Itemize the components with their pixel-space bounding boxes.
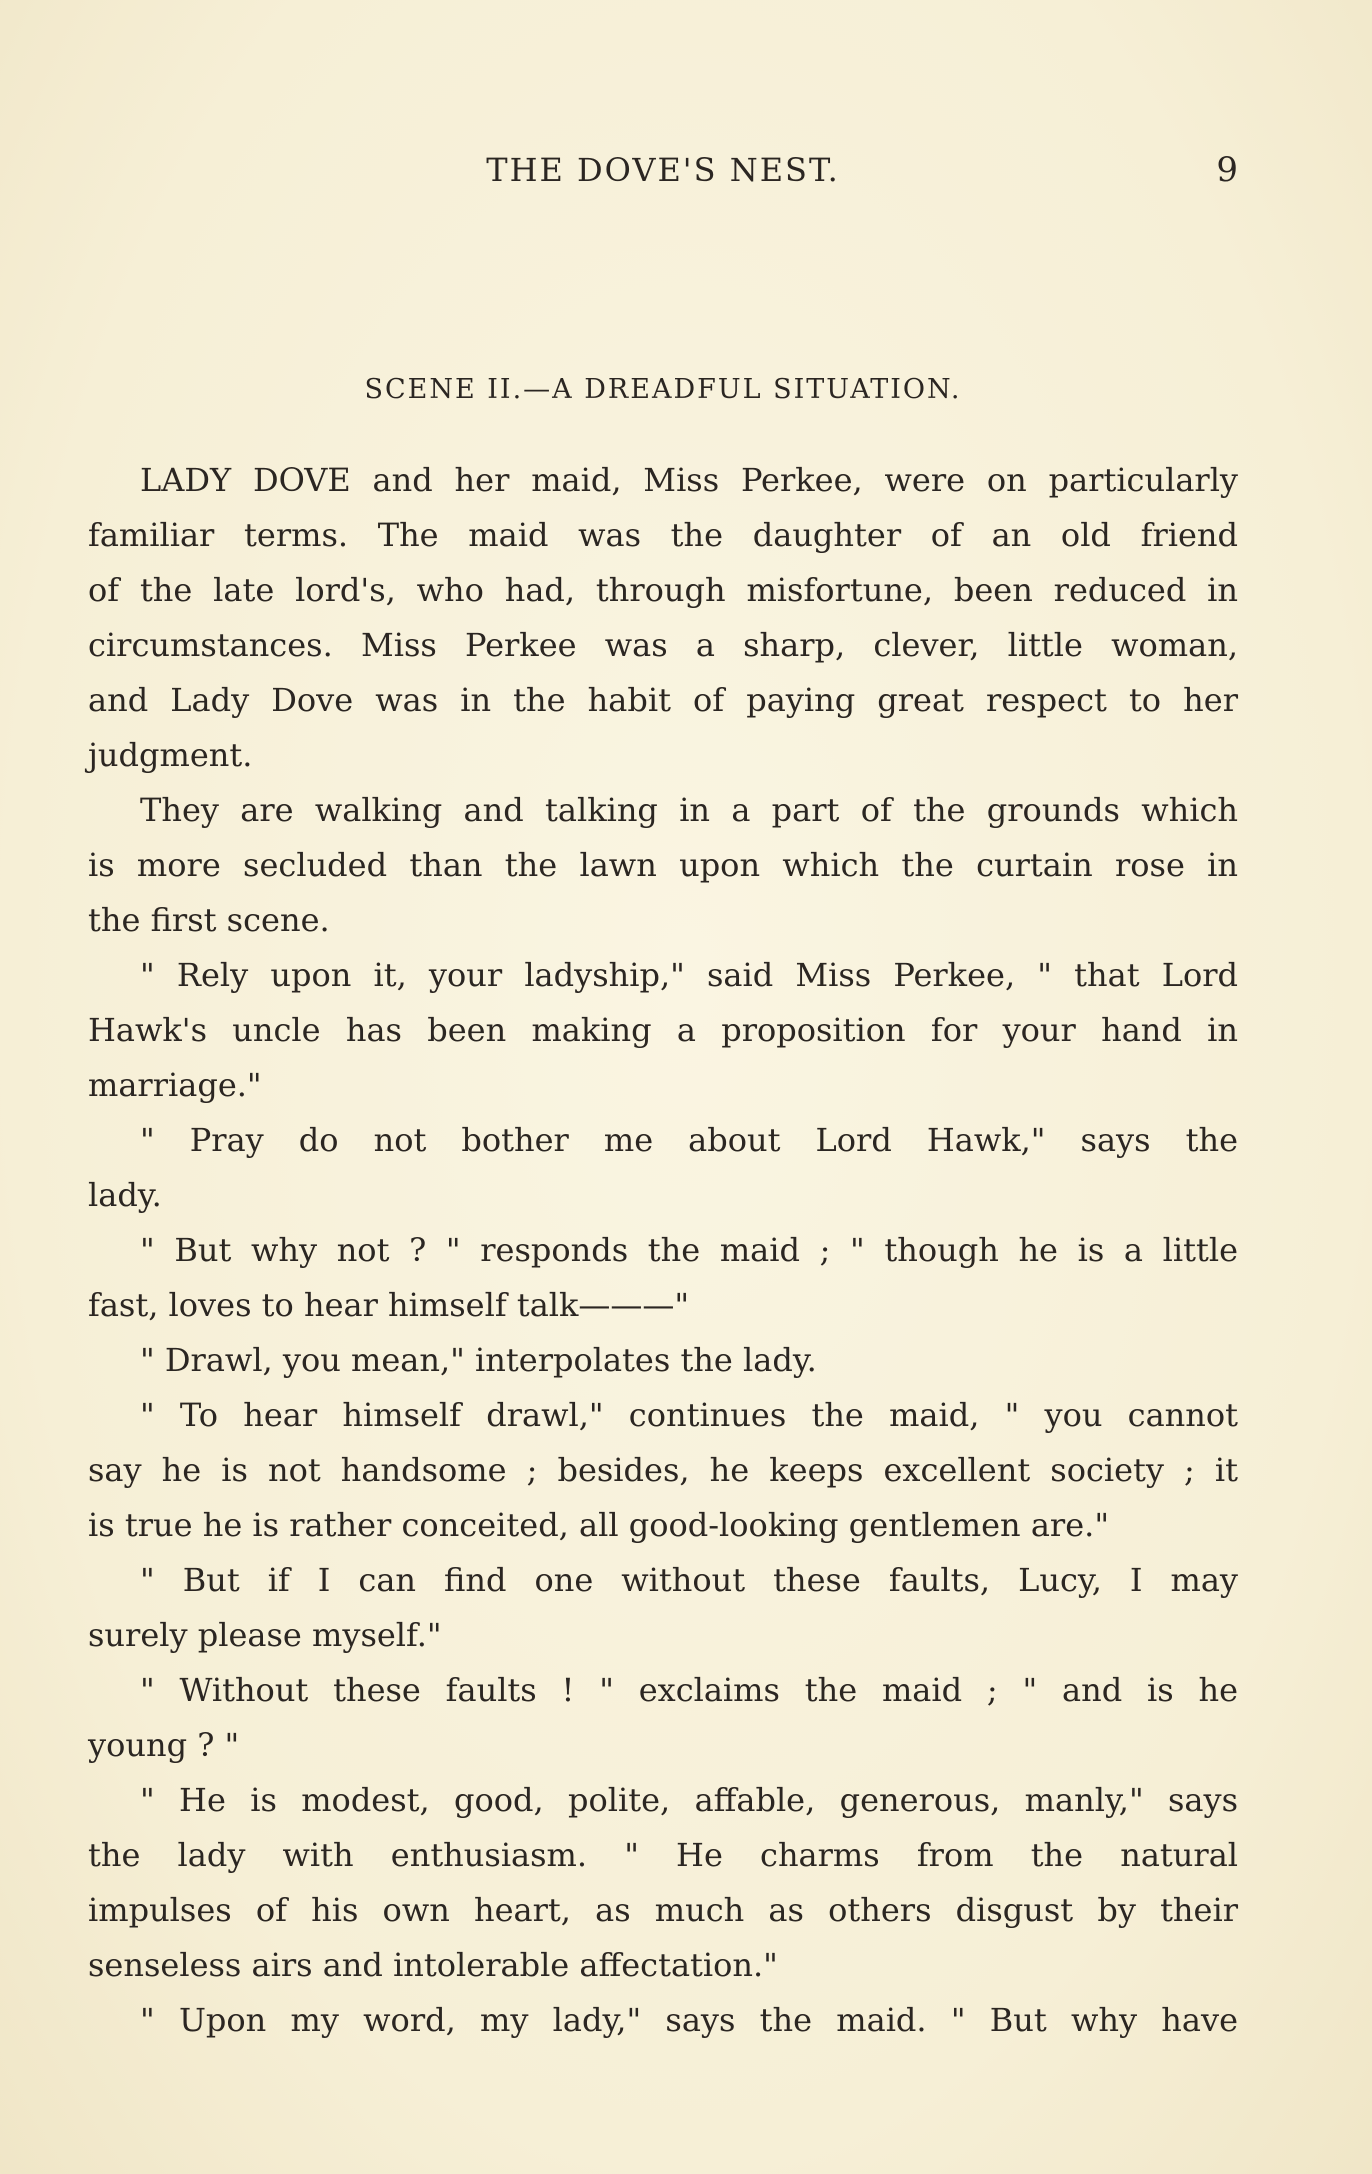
text-line: the first scene.: [88, 901, 330, 939]
running-head: [88, 150, 1238, 190]
text-line: " Pray do not bother me about Lord Hawk," says the: [140, 1121, 1238, 1159]
text-line: fast, loves to hear himself talk———": [88, 1286, 690, 1324]
text-line: senseless airs and intolerable affectation.": [88, 1946, 778, 1984]
text-line: " To hear himself drawl," continues the maid, " you cannot: [140, 1396, 1238, 1434]
text-line: " Upon my word, my lady," says the maid. " But why have: [140, 2001, 1238, 2039]
text-line: " He is modest, good, polite, affable, generous, manly," says: [140, 1781, 1238, 1819]
running-title: THE DOVE'S NEST.: [486, 151, 840, 189]
text-line: Hawk's uncle has been making a proposition for your hand in: [88, 1011, 1238, 1049]
text-line: surely please myself.": [88, 1616, 442, 1654]
text-line: circumstances. Miss Perkee was a sharp, clever, little woman,: [88, 626, 1238, 664]
text-line: the lady with enthusiasm. " He charms from the natural: [88, 1836, 1238, 1874]
text-line: is more secluded than the lawn upon which the curtain rose in: [88, 846, 1238, 884]
text-line: " But if I can find one without these faults, Lucy, I may: [140, 1561, 1238, 1599]
text-line: young ? ": [88, 1726, 240, 1764]
text-line: judgment.: [88, 736, 253, 774]
text-line: marriage.": [88, 1066, 262, 1104]
text-line: say he is not handsome ; besides, he keeps excellent society ; it: [88, 1451, 1238, 1489]
text-line: " Without these faults ! " exclaims the maid ; " and is he: [140, 1671, 1238, 1709]
text-line: LADY DOVE and her maid, Miss Perkee, were on particularly: [140, 461, 1238, 499]
text-line: " Rely upon it, your ladyship," said Miss Perkee, " that Lord: [140, 956, 1238, 994]
text-line: and Lady Dove was in the habit of paying great respect to her: [88, 681, 1238, 719]
text-line: " Drawl, you mean," interpolates the lady.: [140, 1341, 817, 1379]
page-number: 9: [1216, 150, 1238, 190]
text-line: " But why not ? " responds the maid ; " though he is a little: [140, 1231, 1238, 1269]
scene-heading: SCENE II.—A DREADFUL SITUATION.: [364, 374, 962, 405]
text-line: familiar terms. The maid was the daughter of an old friend: [88, 516, 1238, 554]
text-line: impulses of his own heart, as much as others disgust by their: [88, 1891, 1238, 1929]
text-line: They are walking and talking in a part of the grounds which: [140, 791, 1238, 829]
text-line: lady.: [88, 1176, 162, 1214]
body-text: [88, 453, 1238, 2048]
text-line: of the late lord's, who had, through misfortune, been reduced in: [88, 571, 1238, 609]
text-line: is true he is rather conceited, all good-looking gentlemen are.": [88, 1506, 1110, 1544]
